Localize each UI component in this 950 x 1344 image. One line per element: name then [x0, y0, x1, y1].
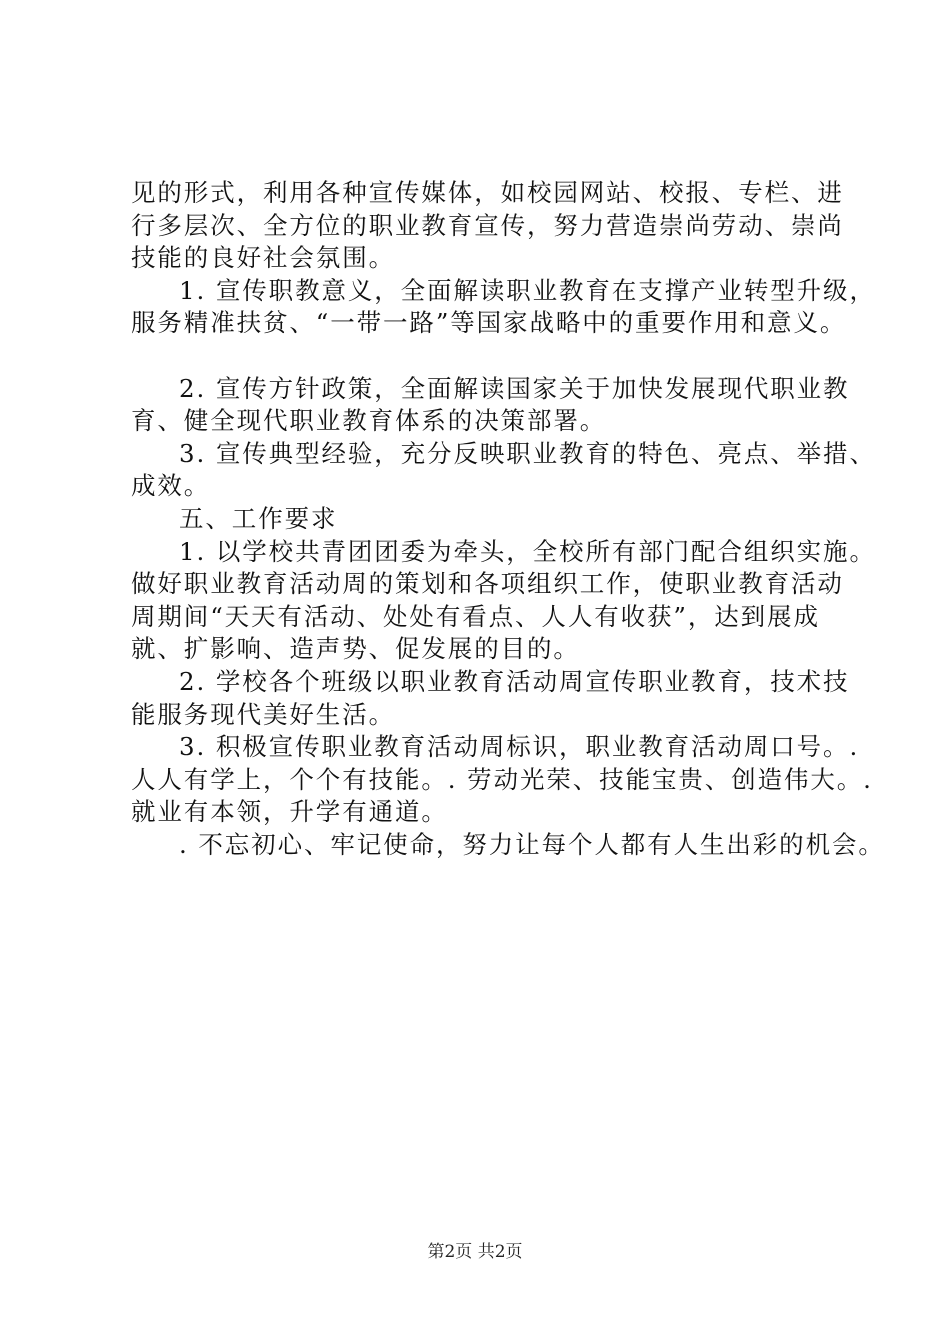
text-line: 做好职业教育活动周的策划和各项组织工作，使职业教育活动: [131, 569, 844, 599]
text-line: 人人有学上，个个有技能。. 劳动光荣、技能宝贵、创造伟大。.: [131, 764, 873, 794]
paragraph-gap: [131, 340, 851, 373]
section-heading: 五、工作要求: [179, 503, 338, 533]
text-line: 成效。: [131, 471, 211, 501]
text-line: 行多层次、全方位的职业教育宣传，努力营造崇尚劳动、崇尚: [131, 210, 844, 240]
text-line: 就业有本领，升学有通道。: [131, 797, 448, 827]
text-line: 育、健全现代职业教育体系的决策部署。: [131, 406, 607, 436]
requirement-item-3: 3. 积极宣传职业教育活动周标识，职业教育活动周口号。.: [179, 732, 860, 762]
text-line: 服务精准扶贫、“一带一路”等国家战略中的重要作用和意义。: [131, 308, 847, 338]
text-line: 见的形式，利用各种宣传媒体，如校园网站、校报、专栏、进: [131, 178, 844, 207]
requirement-item-2: 2. 学校各个班级以职业教育活动周宣传职业教育，技术技: [179, 666, 850, 696]
page-number-footer: 第2页 共2页: [427, 1242, 523, 1262]
slogan-line: . 不忘初心、牢记使命，努力让每个人都有人生出彩的机会。: [179, 829, 885, 859]
list-item-2: 2. 宣传方针政策，全面解读国家关于加快发展现代职业教: [179, 373, 850, 403]
text-line: 就、扩影响、造声势、促发展的目的。: [131, 634, 580, 664]
text-line: 技能的良好社会氛围。: [131, 243, 395, 273]
list-item-1: 1. 宣传职教意义，全面解读职业教育在支撑产业转型升级，: [179, 275, 876, 305]
text-line: 周期间“天天有活动、处处有看点、人人有收获”，达到展成: [131, 601, 820, 631]
body-text: [131, 177, 885, 861]
text-line: 能服务现代美好生活。: [131, 699, 395, 729]
requirement-item-1: 1. 以学校共青团团委为牵头，全校所有部门配合组织实施。: [179, 536, 876, 566]
list-item-3: 3. 宣传典型经验，充分反映职业教育的特色、亮点、举措、: [179, 438, 876, 468]
